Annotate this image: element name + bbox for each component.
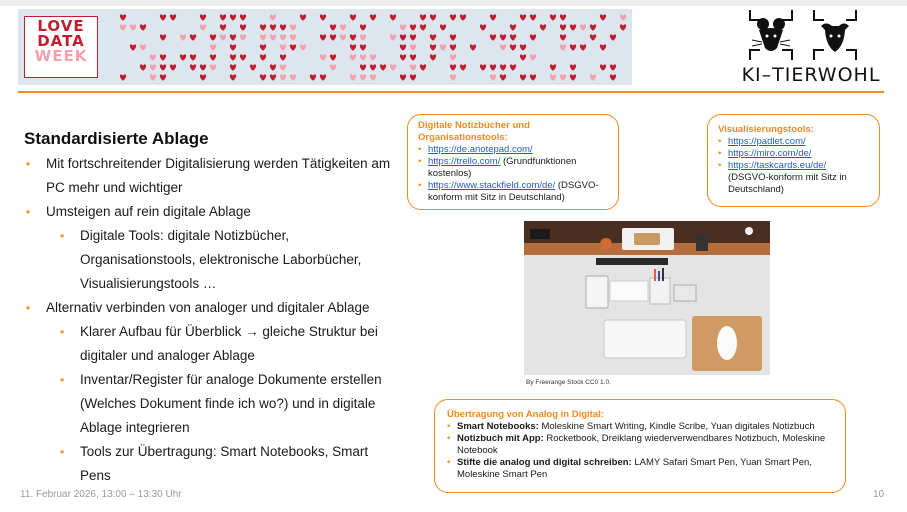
heart-icon (160, 14, 166, 20)
heart-icon (560, 24, 566, 30)
heart-icon (280, 54, 286, 60)
notiz-link-list (418, 144, 608, 204)
heart-icon (550, 64, 556, 70)
heart-icon (250, 64, 256, 70)
heart-icon (440, 44, 446, 50)
bullet-dot-icon: • (26, 157, 31, 171)
heart-icon (560, 44, 566, 50)
bullet-list (24, 152, 396, 488)
notizbuecher-callout (407, 114, 619, 210)
heart-icon (290, 34, 296, 40)
heart-icon (570, 74, 576, 80)
heart-icon (230, 14, 236, 20)
heart-icon (570, 64, 576, 70)
heart-icon (260, 34, 266, 40)
heart-icon (610, 74, 616, 80)
heart-icon (490, 14, 496, 20)
heart-icon (310, 74, 316, 80)
visualisierung-callout (707, 114, 880, 207)
heart-icon (600, 44, 606, 50)
heart-icon (580, 44, 586, 50)
heart-icon (330, 64, 336, 70)
bullet-text: Umsteigen auf rein digitale Ablage (46, 204, 251, 219)
heart-icon (320, 54, 326, 60)
heart-icon (570, 44, 576, 50)
heart-icon (180, 54, 186, 60)
heart-icon (170, 14, 176, 20)
ki-tierwohl-wordmark: KI–TIERWOHL (741, 64, 881, 86)
uebertragung-list (447, 421, 833, 481)
heart-icon (360, 44, 366, 50)
heart-icon (330, 54, 336, 60)
heart-icon (560, 34, 566, 40)
callout-item (418, 180, 608, 204)
heart-icon (520, 54, 526, 60)
heart-icon (270, 74, 276, 80)
callout-item (418, 156, 608, 180)
tool-link[interactable]: https://www.stackfield.com/de/ (428, 180, 556, 191)
desk-photo (524, 221, 770, 375)
heart-icon (350, 44, 356, 50)
slide-number: 10 (873, 489, 885, 500)
logo-line-love: LOVE (37, 17, 85, 35)
callout-title: Visualisierungstools: (718, 124, 814, 135)
heart-icon (370, 54, 376, 60)
bullet-item (24, 224, 396, 296)
bullet-dot-icon: • (26, 205, 31, 219)
heart-icon (200, 74, 206, 80)
bullet-dot-icon: • (60, 325, 65, 339)
heart-icon (490, 64, 496, 70)
heart-icon (150, 74, 156, 80)
heart-icon (260, 74, 266, 80)
heart-icon (350, 34, 356, 40)
heart-icon (610, 64, 616, 70)
heart-icon (430, 54, 436, 60)
heart-icon (270, 34, 276, 40)
heart-icon (450, 14, 456, 20)
heart-icon (550, 14, 556, 20)
heart-icon (280, 24, 286, 30)
heart-icon (190, 54, 196, 60)
transfer-label: Notizbuch mit App: (457, 433, 544, 444)
link-note: (Grundfunktionen kostenlos) (428, 156, 577, 179)
heart-icon (390, 34, 396, 40)
heart-icon (450, 74, 456, 80)
heart-icon (400, 24, 406, 30)
heart-icon (480, 64, 486, 70)
heart-icon (300, 14, 306, 20)
heart-icon (510, 34, 516, 40)
heart-icon (230, 34, 236, 40)
heart-icon (610, 34, 616, 40)
heart-icon (360, 74, 366, 80)
heart-icon (470, 44, 476, 50)
bullet-item (24, 200, 396, 224)
heart-icon (530, 34, 536, 40)
heart-icon (410, 44, 416, 50)
heart-icon (120, 74, 126, 80)
heart-icon (240, 34, 246, 40)
tool-link[interactable]: https://taskcards.eu/de/ (728, 160, 827, 171)
heart-icon (160, 64, 166, 70)
bullet-dot-icon: • (418, 144, 422, 155)
heart-icon (370, 14, 376, 20)
bullet-dot-icon: • (60, 373, 65, 387)
heart-icon (240, 54, 246, 60)
love-data-week-banner (18, 9, 632, 85)
heart-icon (220, 14, 226, 20)
tool-link[interactable]: https://miro.com/de/ (728, 148, 812, 159)
heart-icon (520, 74, 526, 80)
heart-icon (450, 34, 456, 40)
heart-icon (360, 24, 366, 30)
heart-icon (530, 14, 536, 20)
bullet-item (24, 152, 396, 200)
uebertragung-callout (434, 399, 846, 493)
heart-icon (400, 74, 406, 80)
heart-icon (480, 24, 486, 30)
tool-link[interactable]: https://padlet.com/ (728, 136, 806, 147)
heart-icon (360, 64, 366, 70)
logo-line-data: DATA (37, 32, 85, 50)
heart-icon (190, 34, 196, 40)
heart-icon (500, 74, 506, 80)
heart-icon (220, 34, 226, 40)
heart-icon (130, 24, 136, 30)
heart-icon (620, 14, 626, 20)
bullet-item (24, 296, 396, 320)
vis-link-list (718, 136, 869, 196)
transfer-item (447, 433, 833, 457)
heart-icon (500, 34, 506, 40)
heart-icon (260, 54, 266, 60)
heart-icon (350, 14, 356, 20)
heart-icon (550, 74, 556, 80)
bullet-dot-icon: • (718, 160, 722, 171)
heart-icon (320, 34, 326, 40)
bullet-text: Inventar/Register für analoge Dokumente erstellen (Welches Dokument finde ich wo?) und in digitale Ablage integrieren (80, 372, 382, 435)
heart-icon (570, 24, 576, 30)
heart-icon (430, 14, 436, 20)
ki-tierwohl-logo (726, 6, 896, 88)
callout-item (718, 148, 869, 160)
bullet-item (24, 440, 396, 488)
heart-icon (190, 64, 196, 70)
heart-icon (170, 64, 176, 70)
heart-icon (270, 24, 276, 30)
heart-icon (220, 24, 226, 30)
heart-icon (600, 64, 606, 70)
bullet-dot-icon: • (718, 148, 722, 159)
heart-icon (280, 74, 286, 80)
heart-icon (460, 14, 466, 20)
transfer-item (447, 457, 833, 481)
callout-item (718, 136, 869, 148)
heart-icon (510, 24, 516, 30)
bullet-dot-icon: • (60, 445, 65, 459)
heart-icon (420, 14, 426, 20)
heart-icon (240, 14, 246, 20)
heart-icon (450, 54, 456, 60)
heart-icon (210, 64, 216, 70)
heart-icon (500, 44, 506, 50)
heart-icon (500, 64, 506, 70)
heart-icon (340, 24, 346, 30)
heart-icon (230, 44, 236, 50)
heart-icon (160, 54, 166, 60)
heart-icon (580, 24, 586, 30)
heart-icon (180, 34, 186, 40)
heart-icon (510, 64, 516, 70)
heart-icon (350, 74, 356, 80)
heart-icon (540, 24, 546, 30)
tool-link[interactable]: https://de.anotepad.com/ (428, 144, 533, 155)
heart-icon (620, 24, 626, 30)
heart-icon (370, 64, 376, 70)
heart-icon (210, 34, 216, 40)
heart-icon (290, 74, 296, 80)
heart-icon (340, 34, 346, 40)
heart-icon (200, 24, 206, 30)
heart-icon (280, 64, 286, 70)
link-note: (DSGVO-konform mit Sitz in Deutschland) (728, 172, 847, 195)
heart-icon (440, 24, 446, 30)
header-divider (18, 91, 884, 93)
tool-link[interactable]: https://trello.com/ (428, 156, 501, 167)
heart-icon (410, 74, 416, 80)
bullet-item (24, 368, 396, 440)
heart-icon (520, 44, 526, 50)
heart-icon (120, 14, 126, 20)
heart-icon (410, 24, 416, 30)
heart-icon (370, 74, 376, 80)
heart-icon (420, 64, 426, 70)
slide-title: Standardisierte Ablage (24, 129, 209, 148)
transfer-text: LAMY Safari Smart Pen, Yuan Smart Pen, Moleskine Smart Pen (457, 457, 812, 480)
heart-icon (230, 54, 236, 60)
heart-icon (150, 54, 156, 60)
heart-icon (560, 14, 566, 20)
heart-icon (330, 34, 336, 40)
heart-icon (120, 24, 126, 30)
heart-icon (210, 54, 216, 60)
heart-icon (450, 64, 456, 70)
heart-icon (510, 44, 516, 50)
heart-icon (360, 54, 366, 60)
heart-icon (200, 14, 206, 20)
bullet-dot-icon: • (26, 301, 31, 315)
heart-icon (360, 34, 366, 40)
heart-icon (140, 24, 146, 30)
heart-icon (150, 64, 156, 70)
heart-icon (520, 14, 526, 20)
transfer-label: Smart Notebooks: (457, 421, 539, 432)
heart-icon (230, 74, 236, 80)
bullet-text: Klarer Aufbau für Überblick → gleiche Struktur bei digitaler und analoger Ablage (80, 324, 378, 363)
heart-icon (260, 44, 266, 50)
heart-icon (320, 74, 326, 80)
heart-icon (410, 54, 416, 60)
heart-icon (200, 64, 206, 70)
logo-line-week: WEEK (34, 47, 88, 65)
heart-icon (210, 44, 216, 50)
hearts-pattern (18, 9, 632, 85)
heart-icon (410, 34, 416, 40)
bullet-dot-icon: • (418, 180, 422, 191)
heart-icon (270, 14, 276, 20)
heart-icon (130, 44, 136, 50)
heart-icon (400, 54, 406, 60)
transfer-text: Rocketbook, Dreiklang wiederverwendbares Notizbuch, Moleskine Notebook (457, 433, 826, 456)
heart-icon (230, 64, 236, 70)
heart-icon (430, 34, 436, 40)
transfer-text: Moleskine Smart Writing, Kindle Scribe, Yuan digitales Notizbuch (538, 421, 815, 432)
heart-icon (530, 54, 536, 60)
heart-icon (590, 24, 596, 30)
heart-icon (390, 14, 396, 20)
heart-icon (140, 64, 146, 70)
bullet-dot-icon: • (447, 457, 451, 468)
heart-icon (420, 24, 426, 30)
heart-icon (390, 64, 396, 70)
bullet-dot-icon: • (447, 433, 451, 444)
heart-icon (400, 34, 406, 40)
heart-icon (490, 74, 496, 80)
love-data-week-logo (24, 16, 98, 78)
callout-title: Digitale Notizbücher und Organisationstools: (418, 120, 530, 143)
bullet-text: Tools zur Übertragung: Smart Notebooks, Smart Pens (80, 444, 369, 483)
transfer-item (447, 421, 833, 433)
transfer-label: Stifte die analog und digital schreiben: (457, 457, 632, 468)
callout-title: Übertragung von Analog in Digital: (447, 409, 604, 420)
heart-icon (530, 74, 536, 80)
bullet-item (24, 320, 396, 368)
heart-icon (140, 44, 146, 50)
photo-caption: By Freerange Stock CC0 1.0. (526, 379, 611, 386)
heart-icon (160, 34, 166, 40)
heart-icon (430, 44, 436, 50)
heart-icon (590, 34, 596, 40)
heart-icon (330, 24, 336, 30)
heart-icon (320, 14, 326, 20)
heart-icon (410, 64, 416, 70)
heart-icon (350, 54, 356, 60)
heart-icon (460, 64, 466, 70)
bullet-dot-icon: • (60, 229, 65, 243)
animal-heads-icon (726, 6, 896, 64)
heart-icon (260, 24, 266, 30)
link-note: (DSGVO-konform mit Sitz in Deutschland) (428, 180, 599, 203)
heart-icon (380, 64, 386, 70)
heart-icon (490, 34, 496, 40)
heart-icon (560, 74, 566, 80)
bullet-text: Digitale Tools: digitale Notizbücher, Organisationstools, elektronische Laborbücher, Visualisierungstools … (80, 228, 362, 291)
bullet-text: Alternativ verbinden von analoger und digitaler Ablage (46, 300, 370, 315)
heart-icon (290, 24, 296, 30)
heart-icon (160, 74, 166, 80)
heart-icon (270, 64, 276, 70)
heart-icon (290, 44, 296, 50)
heart-icon (450, 44, 456, 50)
heart-icon (280, 34, 286, 40)
bullet-dot-icon: • (718, 136, 722, 147)
heart-icon (400, 44, 406, 50)
heart-icon (300, 44, 306, 50)
heart-icon (280, 44, 286, 50)
bullet-dot-icon: • (418, 156, 422, 167)
bullet-text: Mit fortschreitender Digitalisierung werden Tätigkeiten am PC mehr und wichtiger (46, 156, 391, 195)
footer-date: 11. Februar 2026, 13:00 – 13:30 Uhr (20, 489, 182, 500)
callout-item (418, 144, 608, 156)
bullet-dot-icon: • (447, 421, 451, 432)
heart-icon (240, 24, 246, 30)
callout-item (718, 160, 869, 196)
heart-icon (590, 74, 596, 80)
heart-icon (600, 14, 606, 20)
